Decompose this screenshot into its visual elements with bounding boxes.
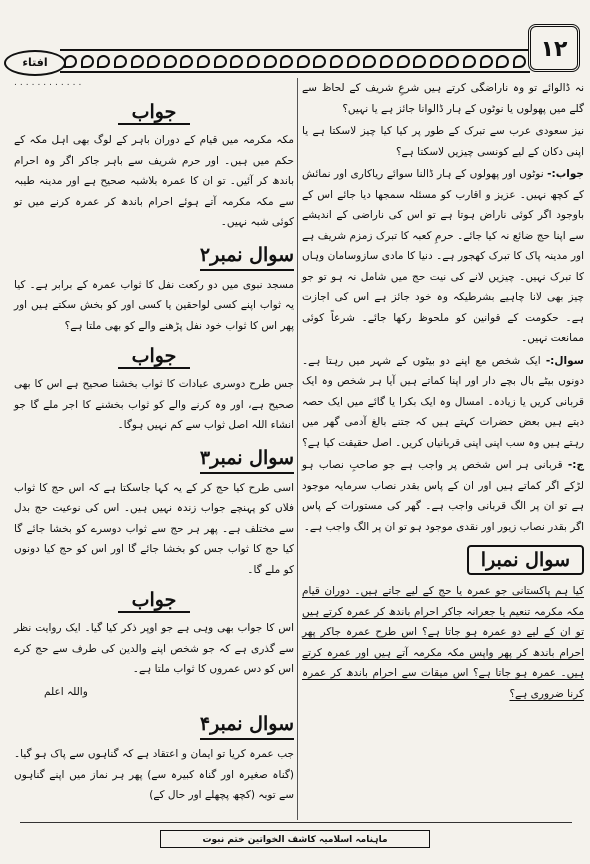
answer-text: جس طرح دوسری عبادات کا ثواب بخشنا صحیح ہے اس کا بھی صحیح ہے، اور وہ کرنے والے کو ثواب بخشنے کا اجر ملے گا جو انشاء اللہ اصل ثواب سے کم نہیں ہوگا۔ <box>14 378 294 431</box>
question-label: سوال:- <box>545 354 584 367</box>
answer-label: جواب:- <box>547 168 584 180</box>
ornament-icon <box>297 55 310 68</box>
ornament-icon <box>347 55 360 68</box>
question-heading: سوال نمبر۴ <box>200 712 294 740</box>
ornament-icon <box>180 55 193 68</box>
answer-heading <box>14 344 294 370</box>
question-text: ایک شخص مع اپنے دو بیٹوں کے شہر میں رہتا ہے۔ دونوں بیٹے بال بچے دار اور اپنا کماتے ہیں آیا ہر شخص وہ ایک قربانی کریں یا زیادہ۔ امسال وہ ایک بکرا یا گائے میں ایک حصہ دیتے ہیں بعض حضرات کہتے ہیں کہ جتنے بالغ آدمی گھر میں رہتے ہیں وہ سب اپنی اپنی قربانیاں کریں۔ اصل حقیقت کیا ہے؟ <box>302 354 584 449</box>
ornament-icon <box>397 55 410 68</box>
answer-paragraph <box>302 455 584 537</box>
ornament-icon <box>413 55 426 68</box>
ornament-icon <box>164 55 177 68</box>
section-tag: افتاء <box>4 50 66 76</box>
ornament-icon <box>446 55 459 68</box>
question-continued-text: نیز سعودی عرب سے تبرک کے طور پر کیا کیا چیز لاسکتا ہے یا اپنی دکان کے لیے کونسی چیزیں لاسکتا ہے؟ <box>302 125 584 158</box>
ornament-icon <box>264 55 277 68</box>
footer-caption: ماہنامہ اسلامیہ کاشف الخواتین ختم نبوت <box>160 830 430 848</box>
ornament-icon <box>463 55 476 68</box>
ornament-icon <box>147 55 160 68</box>
ornament-icon <box>97 55 110 68</box>
left-column <box>14 78 294 808</box>
ornament-icon <box>214 55 227 68</box>
column-divider <box>297 78 298 820</box>
question-paragraph <box>302 351 584 454</box>
question-continued-text: نہ ڈالوائے تو وہ ناراضگی کرتے ہیں شرعِ شریف کے لحاظ سے گلے میں پھولوں یا نوٹوں کے ہار ڈالوانا جائز ہے یا نہیں؟ <box>302 82 584 115</box>
answer-text: اس کا جواب بھی وہی ہے جو اوپر ذکر کیا گیا۔ ایک روایت نظر سے گذری ہے کہ جو شخص اپنے والدین کی طرف سے حج کرے اس کو دس عمروں کا ثواب ملتا ہے۔ <box>14 622 294 675</box>
ornament-icon <box>313 55 326 68</box>
answer-label: ج:- <box>567 459 585 471</box>
answer-heading-text: جواب <box>118 345 191 369</box>
answer-text: مکہ مکرمہ میں قیام کے دوران باہر کے لوگ بھی اہل مکہ کے حکم میں ہیں۔ اور حرم شریف سے باہر جاکر اگر وہ احرام باندھ کر آئیں۔ تو ان کا عمرہ بلاشبہ صحیح ہے اور مدینہ طیبہ سے مکہ مکرمہ آتے ہوئے احرام باندھ کر عمرہ کرنے میں تو کوئی شبہ نہیں۔ <box>14 134 294 228</box>
question-text: جب عمرہ کریا تو ایمان و اعتقاد ہے کہ گناہوں سے پاک ہو گیا۔ (گناہ صغیرہ اور گناہ کبیرہ سے) پھر ہر نماز میں اپنے گناہوں سے توبہ (کچھ پچھلے اور حال کے) <box>14 748 294 801</box>
page-number: ۱۲ <box>528 24 580 72</box>
ornament-icon <box>496 55 509 68</box>
footer-rule <box>20 822 572 823</box>
question-text: اسی طرح کیا حج کر کے یہ کہا جاسکتا ہے کہ اس حج کا ثواب فلاں کو پہنچے جواب زندہ نہیں ہیں۔ اس کی نوعیت حج بدل سے مختلف ہے۔ پھر ہر حج سے ثواب دوسرے کو بخشا جائے گا کیا حج کا ثواب جس کو بخشا جائے گا اور اس کو حج کیا دونوں کو ملے گا۔ <box>14 481 294 576</box>
ornament-icon <box>363 55 376 68</box>
answer-text: نوٹوں اور پھولوں کے ہار ڈالنا سوائے ریاکاری اور نمائش کے کچھ نہیں۔ عزیز و اقارب کو مسئلہ سمجھا دیا جائے اس کے باوجود اگر کوئی ناراض ہوتا ہے تو اس کی ناراضی کے اندیشے سے اپنا حج ضائع نہ کیا جائے۔ حرمِ کعبہ کا تبرک زمزم شریف ہے اور مدینہ پاک کا تبرک کھجور ہے۔ دنیا کا مادی سازوسامان وہاں کا تبرک نہیں۔ چیزیں لانے کی نیت حج میں شامل نہ ہو تو جو چیز بھی لانا چاہیے بشرطیکہ وہ خود جائز ہے اس کی اجازت ہے۔ حکومت کے قوانین کو ملحوظ رکھا جائے۔ شرعاً کوئی ممانعت نہیں۔ <box>302 168 584 344</box>
answer-heading-text: جواب <box>118 589 191 613</box>
ornament-icon <box>513 55 526 68</box>
ornament-icon <box>197 55 210 68</box>
decorative-border <box>60 49 530 73</box>
answer-paragraph <box>302 164 584 349</box>
ornament-icon <box>380 55 393 68</box>
question-heading: سوال نمبر۳ <box>200 446 294 474</box>
ornament-icon <box>480 55 493 68</box>
ornament-icon <box>247 55 260 68</box>
ornament-icon <box>64 55 77 68</box>
right-column <box>302 78 584 706</box>
answer-heading-text: جواب <box>118 101 191 125</box>
ornament-icon <box>81 55 94 68</box>
signoff-text: واللہ اعلم <box>44 685 88 698</box>
answer-text: قربانی ہر اس شخص پر واجب ہے جو صاحبِ نصاب ہو لڑکے اگر کماتے ہیں اور ان کے پاس بقدر نصاب سرمایہ موجود ہے تو ان پر الگ قربانی واجب ہے۔ گھر کی مستورات کے پاس اگر بقدر نصاب زیور اور نقدی موجود ہو تو ان پر الگ واجب ہے۔ <box>302 459 584 533</box>
separator-dots: ............ <box>14 78 85 88</box>
ornament-icon <box>114 55 127 68</box>
ornament-icon <box>330 55 343 68</box>
question-text: مسجد نبوی میں دو رکعت نفل کا ثواب عمرہ کے برابر ہے۔ کیا یہ ثواب اپنے کسی لواحقین یا کسی اور کو بخش سکتے ہیں اور پھر اس کا ثواب خود نفل پڑھنے والے کو بھی ملتا ہے؟ <box>14 278 294 332</box>
answer-heading <box>14 100 294 126</box>
answer-heading <box>14 588 294 614</box>
ornament-icon <box>430 55 443 68</box>
ornament-icon <box>230 55 243 68</box>
question-heading: سوال نمبر۲ <box>200 243 294 271</box>
question-heading: سوال نمبرا <box>467 545 584 575</box>
question-text: کیا ہم پاکستانی جو عمرہ یا حج کے لیے جاتے ہیں۔ دوران قیام مکہ مکرمہ تنعیم یا جعرانہ جاکر احرام باندھ کر عمرہ کرتے ہیں تو ان کے لیے دو عمرہ ہو جاتا ہے؟ اس طرح عمرہ جاکر پھر احرام باندھ کر پھر واپس مکہ مکرمہ آتے ہیں اور عمرہ کرتے ہیں۔ عمرہ ہو جاتا ہے؟ اس میقات سے احرام باندھ کر عمرہ کرنا ضروری ہے؟ <box>302 585 584 700</box>
ornament-icon <box>280 55 293 68</box>
ornament-icon <box>131 55 144 68</box>
